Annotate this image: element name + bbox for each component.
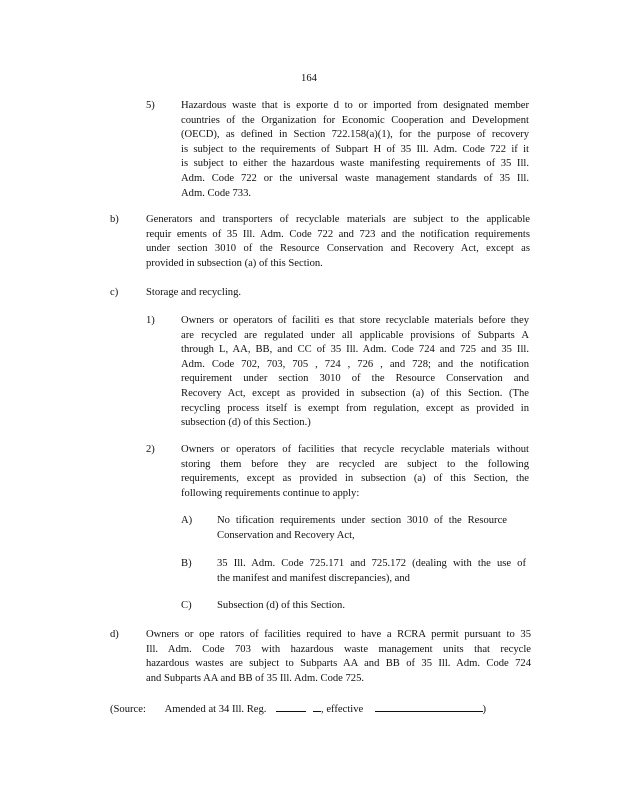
item-c1-text [181, 314, 529, 431]
text-line: countries of the Organization for Economic Cooperation and Development [181, 114, 529, 126]
text-line: is subject to either the hazardous waste manifesting requirements of 35 Ill. [181, 158, 529, 170]
text-line: requirement under section 3010 of the Resource Conservation and [181, 373, 529, 385]
register-blank-short [313, 701, 321, 712]
text-line: hazardous wastes are subject to Subparts AA and BB of 35 Ill. Adm. Code 724 [146, 658, 531, 670]
source-close: ) [482, 704, 487, 715]
text-line: (OECD), as defined in Section 722.158(a)(1), for the purpose of recovery [181, 129, 529, 141]
text-line: Owners or operators of faciliti es that store recyclable materials before they [181, 315, 529, 326]
text-line: Owners or ope rators of facilities required to have a RCRA permit pursuant to 35 [146, 629, 531, 640]
item-A-text [217, 514, 507, 543]
text-line: provided in subsection (a) of this Section. [146, 257, 323, 269]
item-c2-text [181, 443, 529, 501]
item-c1-marker: 1) [146, 315, 155, 326]
text-line: requir ements of 35 Ill. Adm. Code 722 and 723 and the notification requirements [146, 228, 530, 240]
text-line: under section 3010 of the Resource Conservation and Recovery Act, except as [146, 243, 530, 255]
text-line: requirements, except as provided in subsection (a) of this Section, the [181, 473, 529, 485]
text-line: Adm. Code 702, 703, 705 , 724 , 726 , and 728; and the notification [181, 358, 529, 370]
source-note [110, 701, 486, 718]
text-line: Recovery Act, except as provided in subsection (a) of this Section. (The [181, 387, 529, 399]
text-line: are recycled are regulated under all applicable provisions of Subparts A [181, 329, 529, 341]
text-line: Subsection (d) of this Section. [217, 600, 345, 611]
text-line: Adm. Code 722 or the universal waste management standards of 35 Ill. [181, 172, 529, 184]
item-B-marker: B) [181, 558, 192, 569]
page-number: 164 [301, 73, 317, 84]
item-A-marker: A) [181, 515, 193, 526]
item-C-text [217, 599, 417, 614]
section-b-text [146, 213, 530, 271]
item-C-marker: C) [181, 600, 192, 611]
text-line: No tification requirements under section 3010 of the Resource [217, 515, 507, 526]
section-b-marker: b) [110, 214, 119, 225]
text-line: recycling process itself is exempt from regulation, except as provided in [181, 402, 529, 414]
text-line: storing them before they are recycled are subject to the following [181, 458, 529, 470]
section-c-marker: c) [110, 287, 119, 298]
item-c2-marker: 2) [146, 444, 155, 455]
effective-date-blank [375, 701, 483, 712]
text-line: Owners or operators of facilities that recycle recyclable materials without [181, 444, 529, 455]
text-line: Hazardous waste that is exporte d to or imported from designated member [181, 100, 529, 111]
source-open: (Source: [110, 704, 146, 715]
text-line: is subject to the requirements of Subpart H of 35 Ill. Adm. Code 722 if it [181, 143, 529, 155]
text-line: Ill. Adm. Code 703 with hazardous waste management units that recycle [146, 643, 531, 655]
text-line: following requirements continue to apply: [181, 487, 360, 499]
source-comma: , [321, 704, 324, 715]
text-line: the manifest and manifest discrepancies), and [217, 572, 410, 584]
text-line: 35 Ill. Adm. Code 725.171 and 725.172 (dealing with the use of [217, 558, 526, 569]
text-line: Conservation and Recovery Act, [217, 529, 355, 541]
item-5-marker: 5) [146, 100, 155, 111]
text-line: and Subparts AA and BB of 35 Ill. Adm. Code 725. [146, 672, 365, 684]
text-line: Generators and transporters of recyclable materials are subject to the applicable [146, 214, 530, 225]
item-B-text [217, 557, 526, 586]
register-blank [276, 701, 306, 712]
section-c-heading: Storage and recycling. [146, 287, 242, 298]
item-5-text [181, 99, 529, 201]
source-effective: effective [326, 704, 364, 715]
text-line: through L, AA, BB, and CC of 35 Ill. Adm. Code 724 and 725 and 35 Ill. [181, 344, 529, 356]
text-line: Adm. Code 733. [181, 187, 252, 199]
section-d-marker: d) [110, 629, 119, 640]
source-amended: Amended at 34 Ill. Reg. [164, 704, 267, 715]
text-line: subsection (d) of this Section.) [181, 417, 311, 429]
section-d-text [146, 628, 531, 686]
